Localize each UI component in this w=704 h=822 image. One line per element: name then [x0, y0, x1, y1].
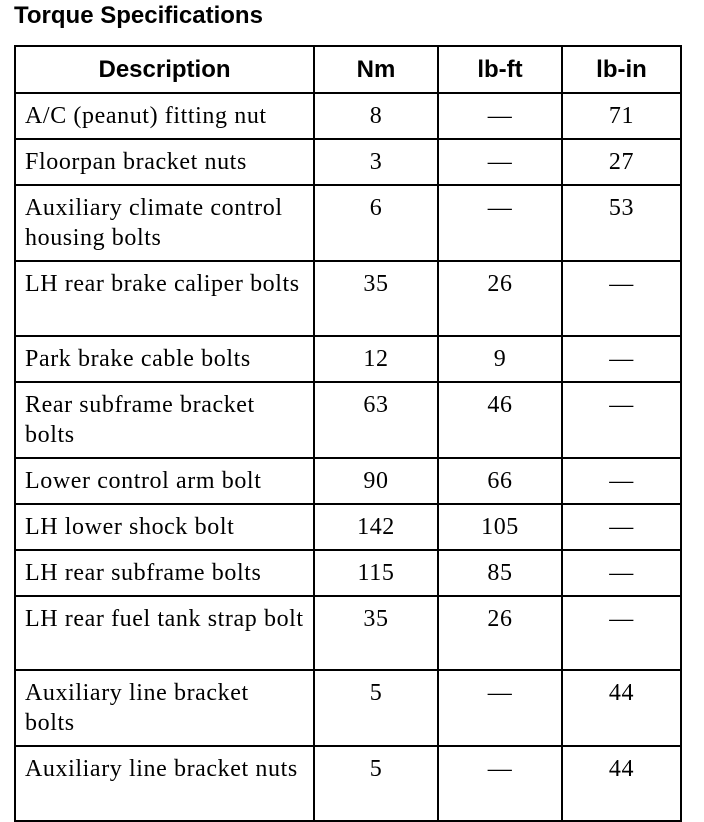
row-lbft: 26 [438, 261, 562, 336]
row-nm: 63 [314, 382, 438, 458]
row-lbin: — [562, 261, 681, 336]
row-description: Lower control arm bolt [15, 458, 314, 504]
row-nm: 35 [314, 261, 438, 336]
row-description: Auxiliary line bracket nuts [15, 746, 314, 821]
row-lbft: — [438, 670, 562, 746]
row-lbin: 44 [562, 746, 681, 821]
row-lbin: — [562, 596, 681, 670]
row-description: LH rear subframe bolts [15, 550, 314, 596]
row-nm: 35 [314, 596, 438, 670]
table-row [15, 504, 681, 550]
row-nm: 6 [314, 185, 438, 261]
row-nm: 12 [314, 336, 438, 382]
row-lbin: 27 [562, 139, 681, 185]
header-lbin: lb-in [562, 46, 681, 93]
table-row [15, 670, 681, 746]
table-row [15, 261, 681, 336]
table-row [15, 596, 681, 670]
row-lbin: — [562, 336, 681, 382]
table-row [15, 139, 681, 185]
table-row [15, 746, 681, 821]
row-lbft: 26 [438, 596, 562, 670]
row-nm: 5 [314, 746, 438, 821]
torque-spec-table [14, 45, 682, 822]
row-nm: 90 [314, 458, 438, 504]
row-lbft: — [438, 185, 562, 261]
row-lbin: 53 [562, 185, 681, 261]
row-description: LH rear fuel tank strap bolt [15, 596, 314, 670]
row-lbin: — [562, 382, 681, 458]
table-row [15, 336, 681, 382]
row-description: Auxiliary line bracket bolts [15, 670, 314, 746]
row-lbft: — [438, 139, 562, 185]
row-lbin: — [562, 458, 681, 504]
row-lbin: 71 [562, 93, 681, 139]
row-lbft: 66 [438, 458, 562, 504]
row-lbin: — [562, 504, 681, 550]
row-lbft: 46 [438, 382, 562, 458]
row-description: LH rear brake caliper bolts [15, 261, 314, 336]
row-nm: 5 [314, 670, 438, 746]
table-row [15, 382, 681, 458]
row-description: Floorpan bracket nuts [15, 139, 314, 185]
row-lbft: — [438, 93, 562, 139]
row-nm: 142 [314, 504, 438, 550]
row-description: Auxiliary climate control housing bolts [15, 185, 314, 261]
row-nm: 8 [314, 93, 438, 139]
header-description: Description [15, 46, 314, 93]
row-description: Park brake cable bolts [15, 336, 314, 382]
row-lbin: 44 [562, 670, 681, 746]
table-row [15, 93, 681, 139]
row-description: A/C (peanut) fitting nut [15, 93, 314, 139]
row-lbin: — [562, 550, 681, 596]
row-description: Rear subframe bracket bolts [15, 382, 314, 458]
row-lbft: 85 [438, 550, 562, 596]
header-lbft: lb-ft [438, 46, 562, 93]
row-lbft: 9 [438, 336, 562, 382]
table-row [15, 550, 681, 596]
table-row [15, 458, 681, 504]
row-lbft: — [438, 746, 562, 821]
row-nm: 115 [314, 550, 438, 596]
row-nm: 3 [314, 139, 438, 185]
row-description: LH lower shock bolt [15, 504, 314, 550]
row-lbft: 105 [438, 504, 562, 550]
header-nm: Nm [314, 46, 438, 93]
header-row [15, 46, 681, 93]
table-row [15, 185, 681, 261]
page-title: Torque Specifications [14, 2, 263, 29]
